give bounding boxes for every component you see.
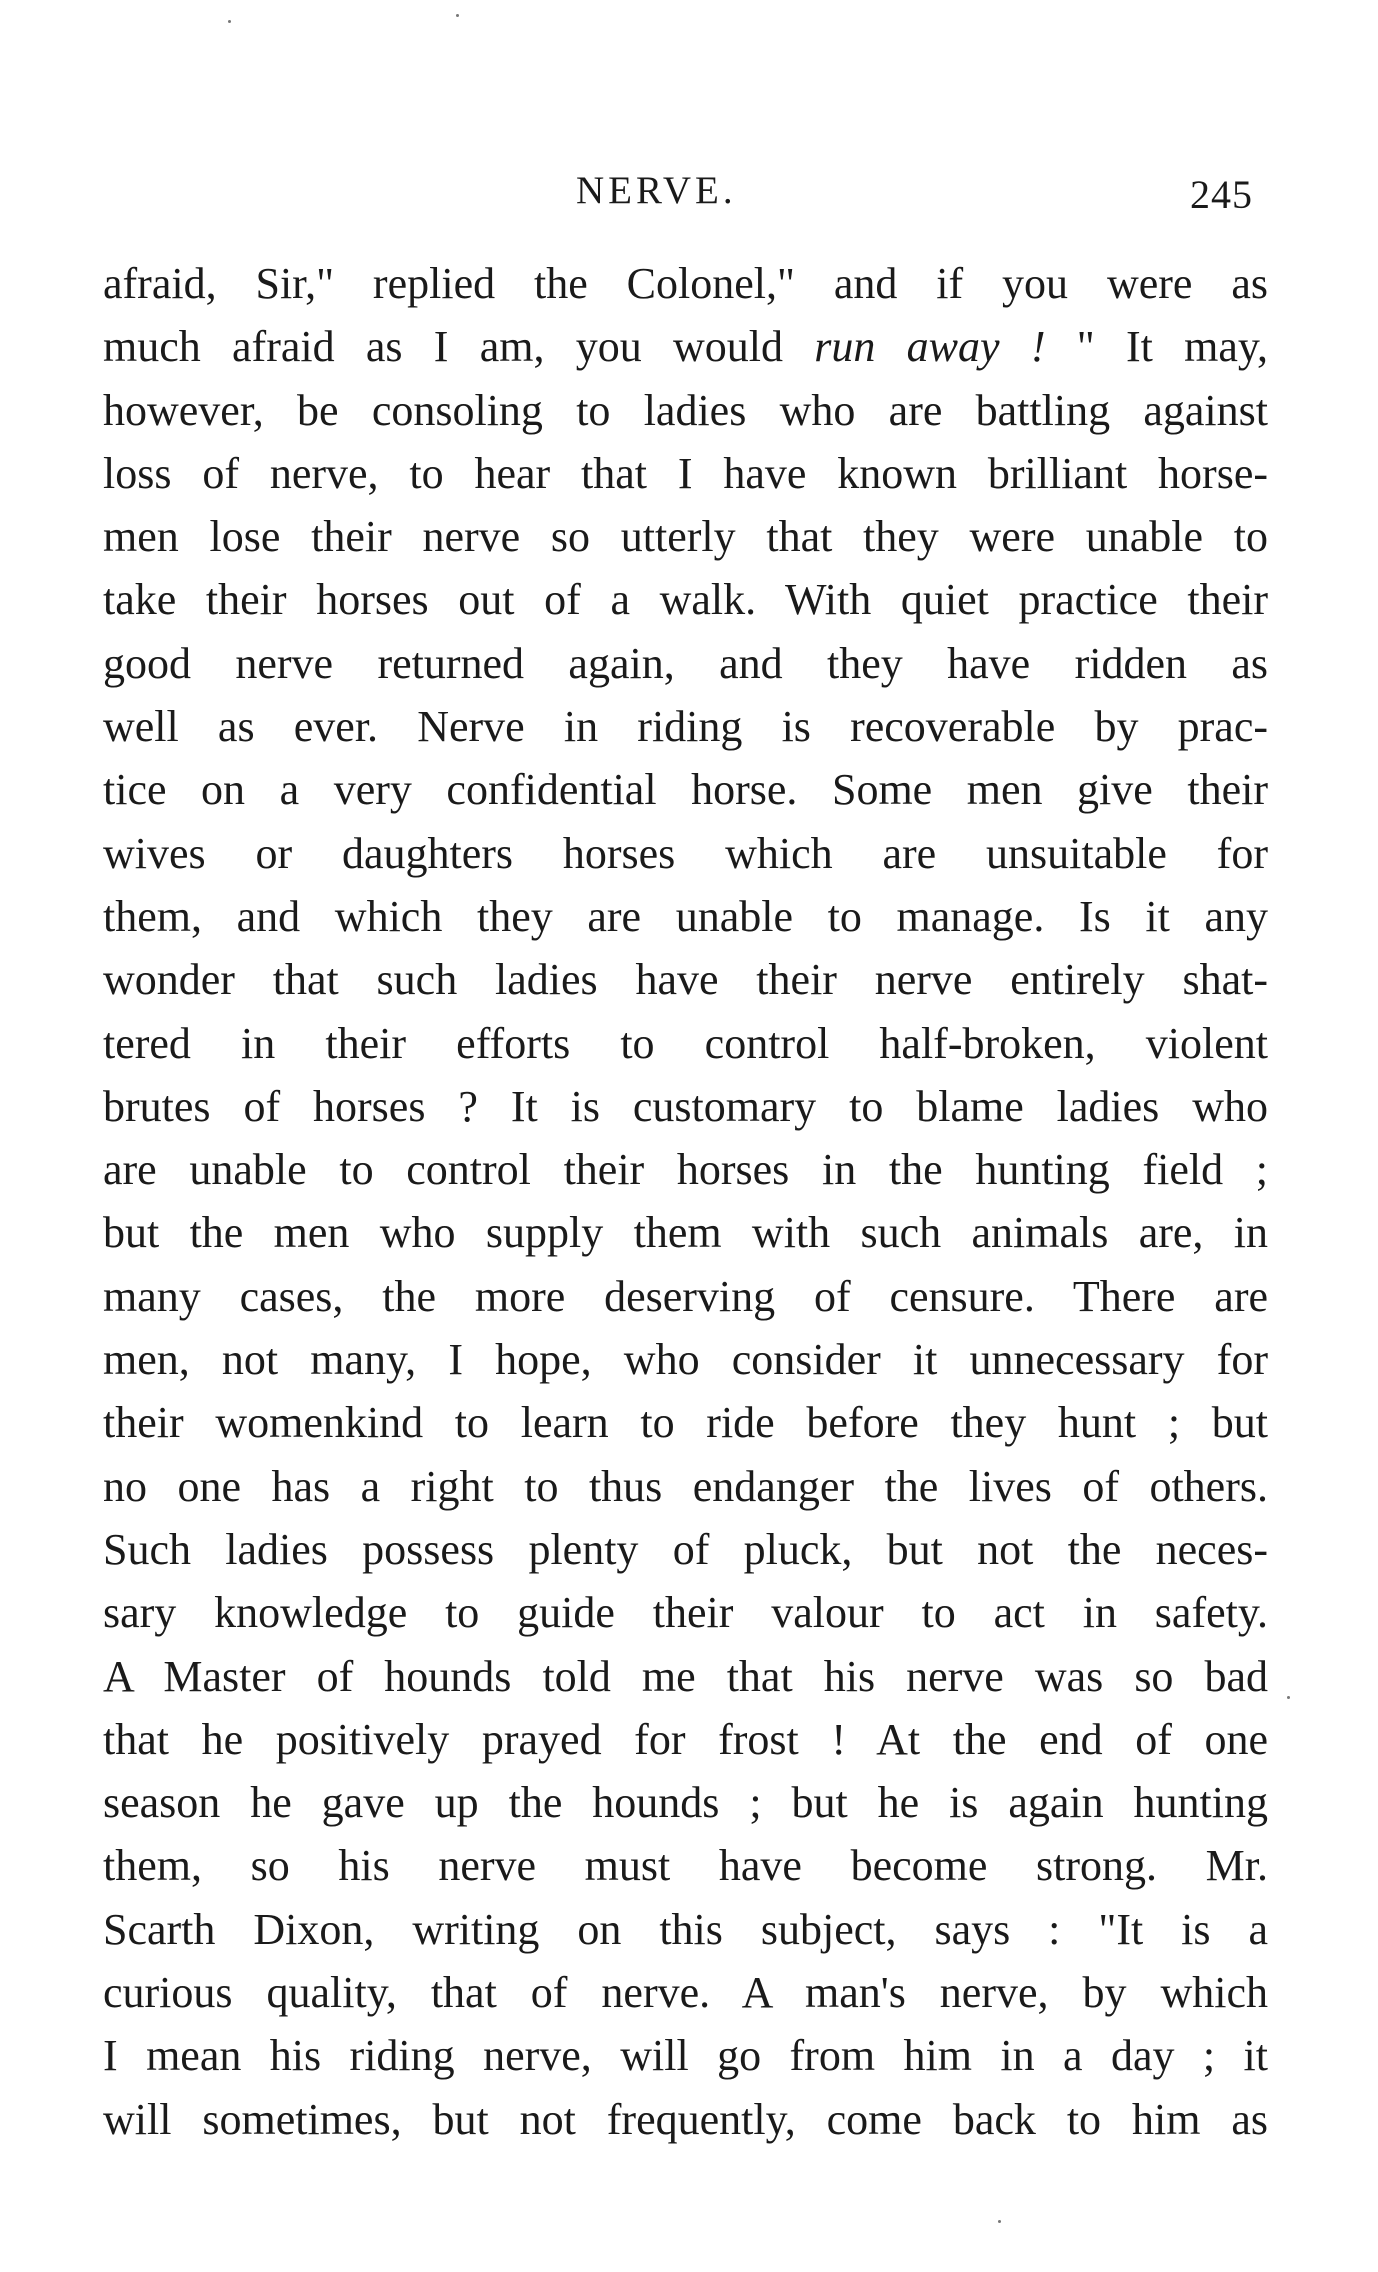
paper-speck	[228, 20, 231, 23]
text-line: wives or daughters horses which are unsuitable for	[103, 828, 1268, 878]
text-line: curious quality, that of nerve. A man's nerve, by which	[103, 1968, 1268, 2018]
text-line: Scarth Dixon, writing on this subject, says : "It is a	[103, 1904, 1268, 1954]
page-number: 245	[1190, 172, 1253, 217]
text-line: A Master of hounds told me that his nerve was so bad	[103, 1651, 1268, 1701]
text-line: brutes of horses ? It is customary to blame ladies who	[103, 1081, 1268, 1131]
text-line-end: " It may,	[1076, 322, 1268, 372]
text-line: tice on a very confidential horse. Some men give their	[103, 765, 1268, 815]
text-line: tered in their efforts to control half-broken, violent	[103, 1018, 1268, 1068]
text-line: that he positively prayed for frost ! At the end of one	[103, 1714, 1268, 1764]
text-line: them, so his nerve must have become strong. Mr.	[103, 1841, 1268, 1891]
text-line: loss of nerve, to hear that I have known brilliant horse-	[103, 448, 1268, 498]
text-line: men, not many, I hope, who consider it unnecessary for	[103, 1335, 1268, 1385]
text-line: afraid, Sir," replied the Colonel," and if you were as	[103, 259, 1268, 308]
text-line: are unable to control their horses in the hunting field ;	[103, 1145, 1268, 1195]
text-line: season he gave up the hounds ; but he is again hunting	[103, 1778, 1268, 1828]
text-line: no one has a right to thus endanger the lives of others.	[103, 1461, 1268, 1511]
text-line	[103, 315, 1268, 378]
text-line: wonder that such ladies have their nerve entirely shat-	[103, 955, 1268, 1005]
italic-phrase: run away !	[814, 322, 1046, 372]
running-head	[0, 166, 1378, 216]
text-line: many cases, the more deserving of censure. There are	[103, 1271, 1268, 1321]
text-line: take their horses out of a walk. With quiet practice their	[103, 575, 1268, 625]
text-line-start: much afraid as I am, you would	[103, 322, 784, 372]
running-title: NERVE.	[576, 169, 737, 212]
text-line: well as ever. Nerve in riding is recoverable by prac-	[103, 702, 1268, 752]
text-line: I mean his riding nerve, will go from him in a day ; it	[103, 2031, 1268, 2081]
paper-speck	[1287, 1696, 1290, 1699]
body-text	[103, 252, 1268, 2151]
text-line: good nerve returned again, and they have ridden as	[103, 638, 1268, 688]
text-line: men lose their nerve so utterly that they were unable to	[103, 512, 1268, 562]
text-line: their womenkind to learn to ride before they hunt ; but	[103, 1398, 1268, 1448]
text-line: sary knowledge to guide their valour to act in safety.	[103, 1588, 1268, 1638]
text-line: but the men who supply them with such animals are, in	[103, 1208, 1268, 1258]
text-line: however, be consoling to ladies who are battling against	[103, 385, 1268, 435]
text-line: Such ladies possess plenty of pluck, but not the neces-	[103, 1524, 1268, 1574]
text-line: them, and which they are unable to manage. Is it any	[103, 891, 1268, 941]
text-line: will sometimes, but not frequently, come back to him as	[103, 2094, 1268, 2144]
paper-speck	[998, 2220, 1001, 2223]
paper-speck	[456, 14, 459, 17]
